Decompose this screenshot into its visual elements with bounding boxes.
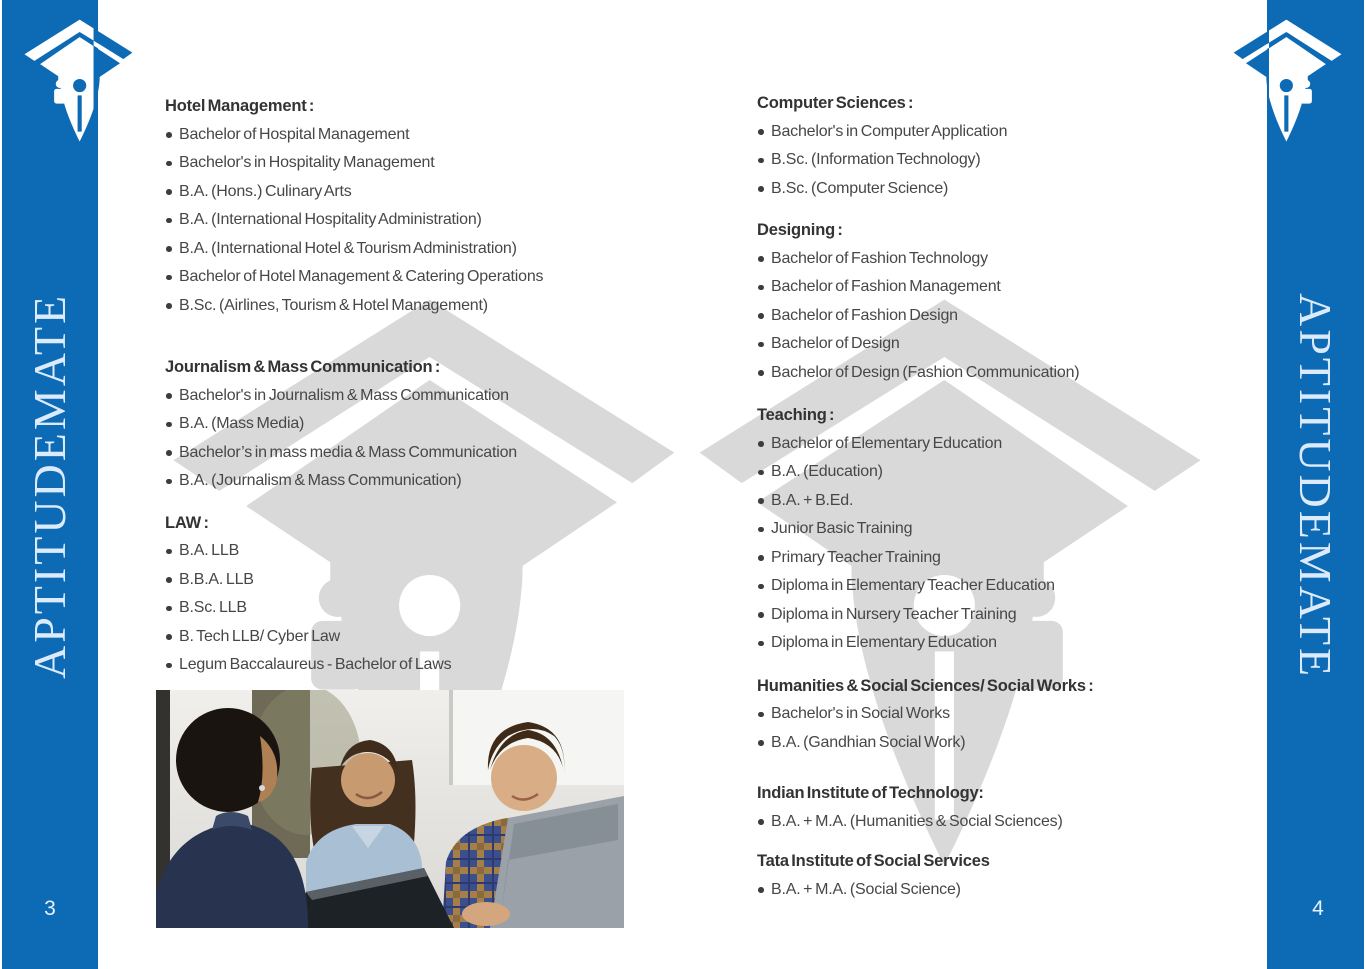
section-heading: LAW :: [165, 513, 209, 532]
course-item: B.A. (Education): [757, 458, 1277, 487]
section-heading: Teaching :: [757, 406, 835, 424]
course-item: B.A. LLB: [165, 537, 685, 566]
course-item: B.A. + M.A. (Humanities & Social Sciences): [757, 808, 1277, 837]
course-item: Bachelor of Fashion Management: [757, 273, 1277, 302]
section-heading: Hotel Management :: [165, 97, 315, 115]
course-item: B.A. + M.A. (Social Science): [757, 876, 1277, 905]
section-designing: [757, 216, 1277, 387]
course-item: Bachelor of Elementary Education: [757, 430, 1277, 459]
section-computer-sciences: [757, 89, 1277, 203]
course-item: B.Sc. (Airlines, Tourism & Hotel Management): [165, 292, 685, 321]
course-item: Bachelor's in Journalism & Mass Communication: [165, 382, 685, 411]
course-item: B. Tech LLB/ Cyber Law: [165, 623, 685, 652]
course-item: Bachelor's in Hospitality Management: [165, 149, 685, 178]
brand-vertical-text-right: APTITUDEMATE: [1290, 292, 1341, 680]
section-heading: Humanities & Social Sciences/ Social Works :: [757, 676, 1094, 695]
course-item: Bachelor of Design (Fashion Communication): [757, 359, 1277, 388]
page-number-left: 3: [44, 897, 56, 920]
course-item: B.A. (Gandhian Social Work): [757, 729, 1277, 758]
course-item: B.A. (International Hospitality Administration): [165, 206, 685, 235]
section-heading: Computer Sciences :: [757, 94, 914, 112]
course-item: Legum Baccalaureus - Bachelor of Laws: [165, 651, 685, 680]
course-item: B.B.A. LLB: [165, 566, 685, 595]
course-item: Diploma in Nursery Teacher Training: [757, 601, 1277, 630]
course-item: B.Sc. (Information Technology): [757, 146, 1277, 175]
course-item: Bachelor of Design: [757, 330, 1277, 359]
course-item: B.Sc. (Computer Science): [757, 175, 1277, 204]
course-list: [757, 245, 1277, 388]
section-heading: Indian Institute of Technology:: [757, 784, 984, 802]
course-list: [757, 700, 1277, 757]
students-photo: [156, 690, 624, 928]
course-item: Bachelor of Hotel Management & Catering Operations: [165, 263, 685, 292]
section-iit: [757, 779, 1277, 836]
course-list: [165, 382, 685, 496]
section-heading: Journalism & Mass Communication :: [165, 358, 441, 376]
course-item: B.A. (Hons.) Culinary Arts: [165, 178, 685, 207]
section-humanities: [757, 672, 1277, 758]
course-list: [757, 430, 1277, 658]
section-heading: Tata Institute of Social Services: [757, 852, 990, 870]
course-item: Diploma in Elementary Education: [757, 629, 1277, 658]
course-item: B.A. + B.Ed.: [757, 487, 1277, 516]
section-journalism: [165, 353, 685, 496]
course-item: B.A. (Journalism & Mass Communication): [165, 467, 685, 496]
course-list: [757, 118, 1277, 204]
course-item: Bachelor of Fashion Technology: [757, 245, 1277, 274]
section-heading: Designing :: [757, 221, 843, 239]
course-item: Bachelor’s in mass media & Mass Communication: [165, 439, 685, 468]
course-item: Bachelor's in Computer Application: [757, 118, 1277, 147]
course-list: [165, 121, 685, 321]
page-number-right: 4: [1312, 897, 1324, 920]
course-item: Diploma in Elementary Teacher Education: [757, 572, 1277, 601]
right-page-column: [757, 89, 1277, 904]
course-item: Bachelor of Hospital Management: [165, 121, 685, 150]
course-item: B.A. (International Hotel & Tourism Administration): [165, 235, 685, 264]
section-tiss: [757, 847, 1277, 904]
section-teaching: [757, 401, 1277, 658]
course-item: Bachelor of Fashion Design: [757, 302, 1277, 331]
course-item: Bachelor's in Social Works: [757, 700, 1277, 729]
course-item: Junior Basic Training: [757, 515, 1277, 544]
course-item: B.Sc. LLB: [165, 594, 685, 623]
course-list: [757, 808, 1277, 837]
course-item: Primary Teacher Training: [757, 544, 1277, 573]
course-item: B.A. (Mass Media): [165, 410, 685, 439]
section-hotel-management: [165, 92, 685, 320]
course-list: [165, 537, 685, 680]
left-page-column: [165, 92, 685, 680]
section-law: [165, 509, 685, 680]
graduation-cap-pen-logo-left: [22, 18, 134, 158]
brand-vertical-text-left: APTITUDEMATE: [24, 292, 75, 680]
course-list: [757, 876, 1277, 905]
